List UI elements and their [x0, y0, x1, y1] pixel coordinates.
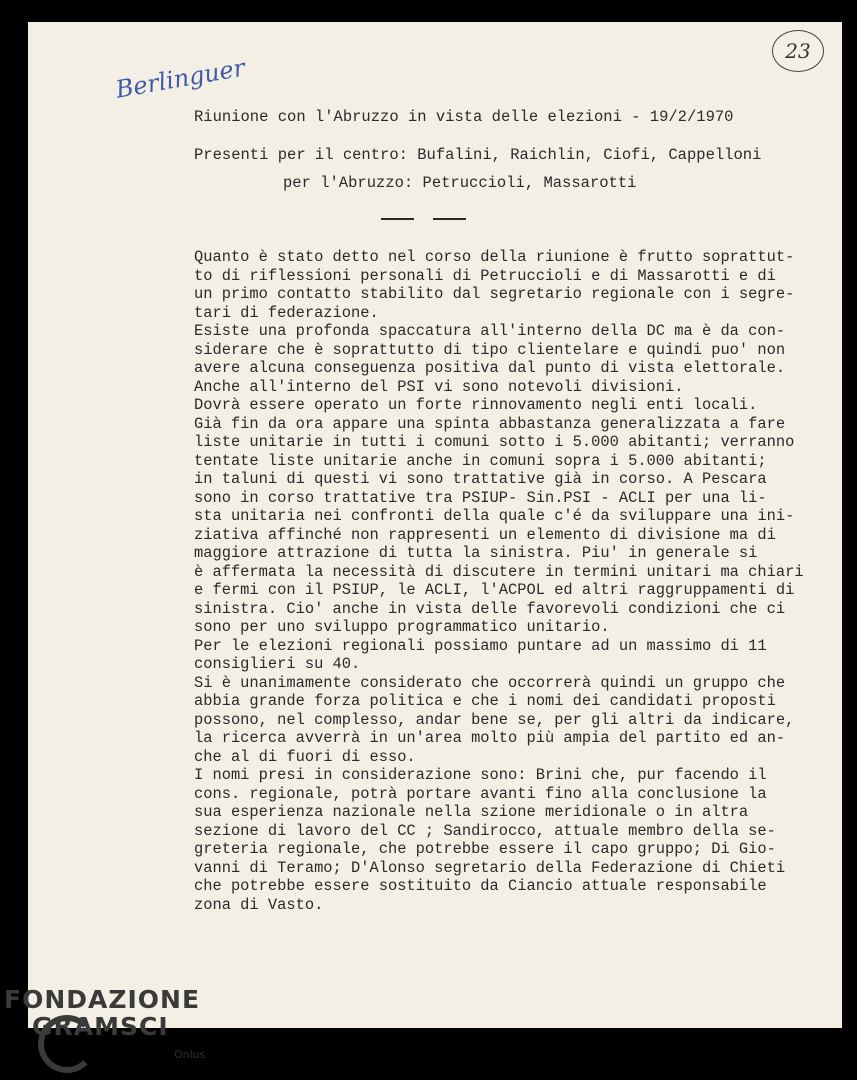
body-line: vanni di Teramo; D'Alonso segretario della Federazione di Chieti [194, 858, 786, 877]
body-line: greteria regionale, che potrebbe essere il capo gruppo; Di Gio- [194, 840, 776, 858]
watermark-logo-icon [38, 1015, 96, 1073]
body-line: consiglieri su 40. [194, 655, 361, 673]
body-line: che al di fuori di esso. [194, 747, 416, 766]
body-line: sono in corso trattative tra PSIUP- Sin.PSI - ACLI per una li- [194, 488, 767, 507]
document-body [194, 248, 824, 914]
body-line: Già fin da ora appare una spinta abbastanza generalizzata a fare [194, 414, 786, 433]
body-line: siderare che è soprattutto di tipo clientelare e quindi puo' non [194, 340, 786, 359]
body-line: zona di Vasto. [194, 895, 324, 914]
attendees-abruzzo: per l'Abruzzo: Petruccioli, Massarotti [283, 174, 637, 192]
page-number-circled: 23 [772, 30, 824, 72]
watermark-subtext: Onlus [174, 1048, 206, 1061]
handwritten-annotation: Berlinguer [113, 53, 248, 104]
body-line: sezione di lavoro del CC ; Sandirocco, attuale membro della se- [194, 821, 776, 840]
body-line: possono, nel complesso, andar bene se, per gli altri da indicare, [194, 710, 795, 729]
body-line: è affermata la necessità di discutere in termini unitari ma chiari [194, 562, 804, 581]
body-line: sta unitaria nei confronti della quale c'é da sviluppare una ini- [194, 507, 795, 525]
body-line: e fermi con il PSIUP, le ACLI, l'ACPOL ed altri raggruppamenti di [194, 581, 795, 599]
body-line: Esiste una profonda spaccatura all'interno della DC ma è da con- [194, 322, 786, 340]
body-line: un primo contatto stabilito dal segretario regionale con i segre- [194, 285, 795, 303]
separator-dash [433, 218, 466, 220]
separator-dash [381, 218, 414, 220]
body-line: tari di federazione. [194, 303, 379, 322]
body-line: maggiore attrazione di tutta la sinistra. Piu' in generale si [194, 544, 758, 562]
body-line: che potrebbe essere sostituito da Ciancio attuale responsabile [194, 877, 767, 895]
document-page [28, 22, 842, 1028]
watermark-line-1: FONDAZIONE [4, 985, 201, 1014]
body-line: ziativa affinché non rappresenti un elemento di divisione ma di [194, 525, 776, 544]
watermark-line-2: GRAMSCI [32, 1012, 169, 1041]
attendees-center: Presenti per il centro: Bufalini, Raichlin, Ciofi, Cappelloni [194, 146, 762, 164]
body-line: sua esperienza nazionale nella szione meridionale o in altra [194, 803, 749, 821]
body-line: sono per uno sviluppo programmatico unitario. [194, 618, 610, 636]
body-line: Per le elezioni regionali possiamo puntare ad un massimo di 11 [194, 636, 767, 655]
body-line: la ricerca avverrà in un'area molto più ampia del partito ed an- [194, 729, 786, 747]
body-line: abbia grande forza politica e che i nomi dei candidati proposti [194, 692, 776, 710]
body-line: I nomi presi in considerazione sono: Brini che, pur facendo il [194, 766, 767, 784]
body-line: liste unitarie in tutti i comuni sotto i 5.000 abitanti; verranno [194, 433, 795, 451]
body-line: Dovrà essere operato un forte rinnovamento negli enti locali. [194, 396, 758, 414]
body-line: Si è unanimamente considerato che occorrerà quindi un gruppo che [194, 673, 786, 692]
document-title: Riunione con l'Abruzzo in vista delle elezioni - 19/2/1970 [194, 108, 734, 126]
body-line: tentate liste unitarie anche in comuni sopra i 5.000 abitanti; [194, 451, 767, 470]
body-line: cons. regionale, potrà portare avanti fino alla conclusione la [194, 784, 767, 803]
body-line: avere alcuna conseguenza positiva dal punto di vista elettorale. [194, 359, 786, 377]
body-line: Quanto è stato detto nel corso della riunione è frutto soprattut- [194, 248, 795, 266]
body-line: in taluni di questi vi sono trattative già in corso. A Pescara [194, 470, 767, 488]
foundation-watermark [4, 986, 200, 1040]
body-line: Anche all'interno del PSI vi sono notevoli divisioni. [194, 377, 684, 396]
body-line: sinistra. Cio' anche in vista delle favorevoli condizioni che ci [194, 599, 786, 618]
body-line: to di riflessioni personali di Petruccioli e di Massarotti e di [194, 266, 776, 285]
